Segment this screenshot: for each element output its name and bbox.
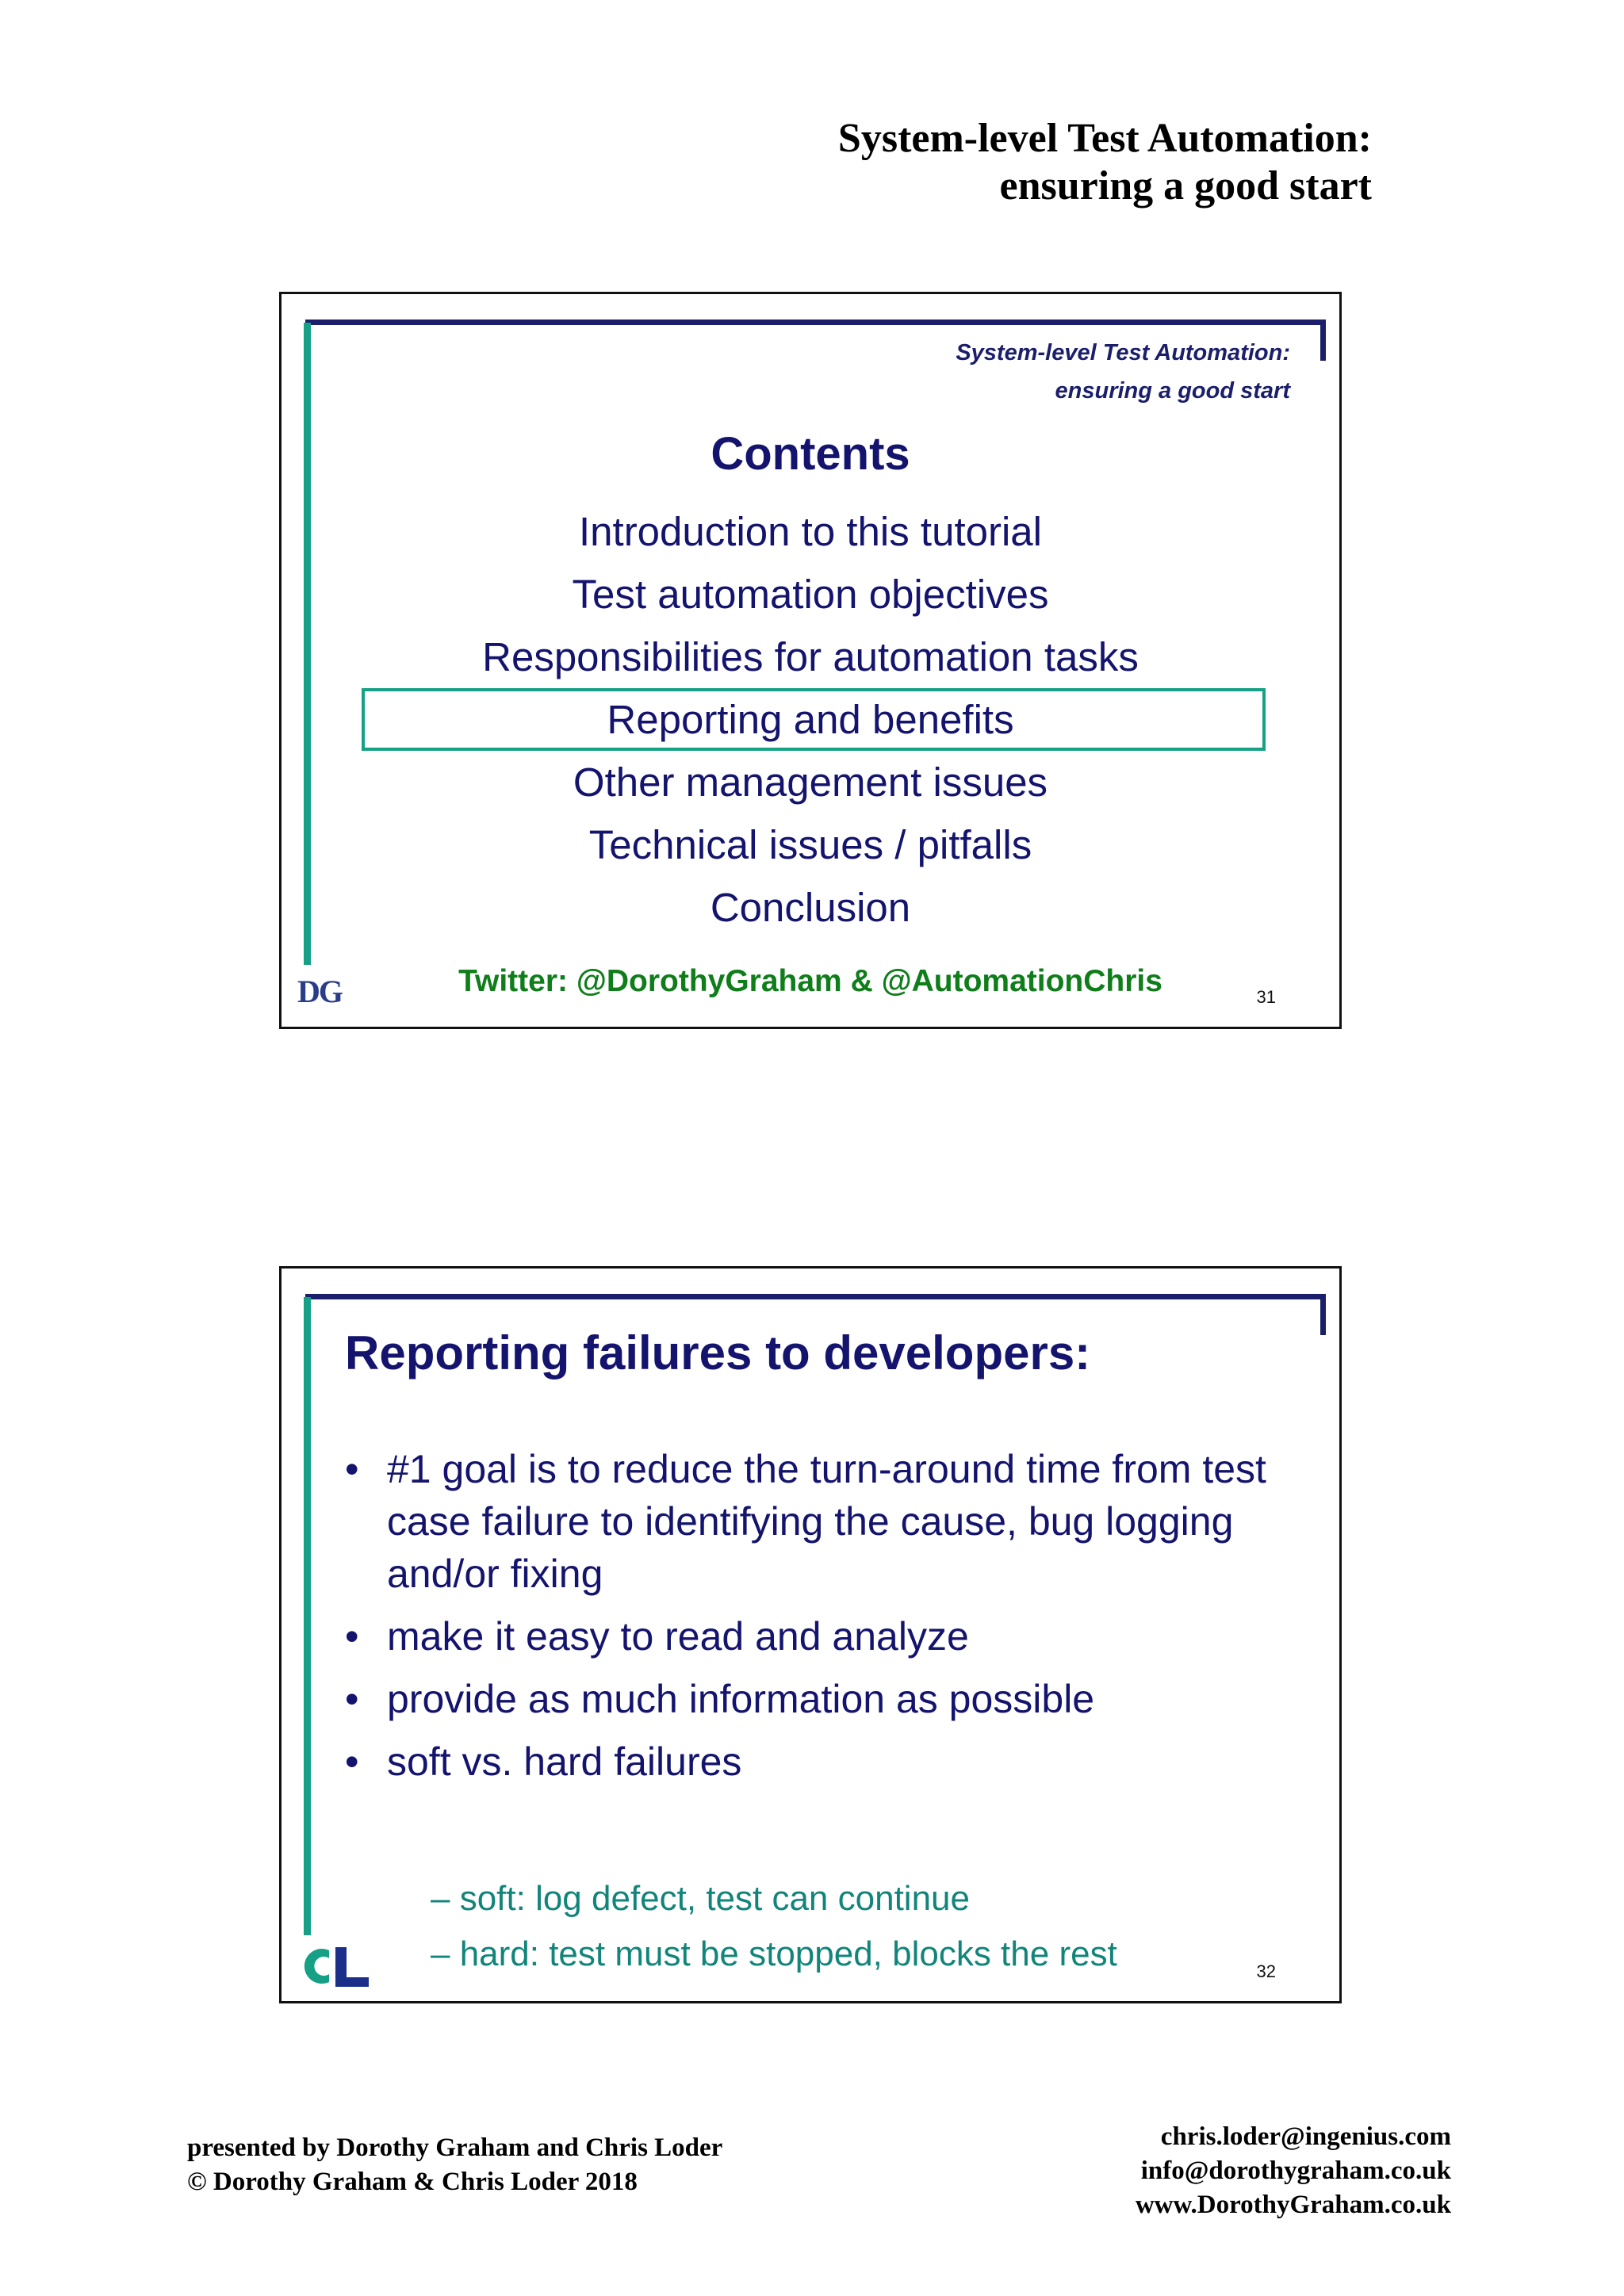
footer-website: www.DorothyGraham.co.uk (1135, 2191, 1451, 2219)
bullet-text: provide as much information as possible (387, 1677, 1095, 1721)
bullet-text: #1 goal is to reduce the turn-around time from test case failure to identifying the cause, bug logging and/or fixing (387, 1447, 1266, 1596)
slide-32 (279, 1266, 1342, 2003)
contents-item: Conclusion (710, 885, 911, 930)
dg-logo: DG (297, 974, 342, 1009)
bullet-item (345, 1735, 1297, 1788)
slide-header (956, 334, 1290, 410)
slide-header-line2: ensuring a good start (1055, 378, 1290, 404)
footer-right (1136, 2120, 1451, 2222)
contents-title: Contents (710, 428, 910, 480)
sub-bullet-item: – hard: test must be stopped, blocks the rest (431, 1934, 1117, 1973)
twitter-handles: Twitter: @DorothyGraham & @AutomationChris (458, 964, 1162, 998)
contents-item: Other management issues (573, 760, 1048, 805)
footer-presented-by: presented by Dorothy Graham and Chris Loder (187, 2133, 723, 2162)
bullet-item (345, 1610, 1297, 1663)
bullet-item (345, 1673, 1297, 1725)
bullet-dot: • (345, 1614, 359, 1659)
page-header-line2: ensuring a good start (999, 163, 1372, 209)
slide-number: 31 (1256, 987, 1276, 1007)
contents-item: Introduction to this tutorial (579, 509, 1042, 554)
footer-copyright: © Dorothy Graham & Chris Loder 2018 (187, 2168, 638, 2196)
slide-title: Reporting failures to developers: (345, 1326, 1091, 1380)
slide-top-bar (305, 320, 1326, 325)
bullet-text: make it easy to read and analyze (387, 1614, 969, 1659)
bullet-dot: • (345, 1677, 359, 1721)
bullet-dot: • (345, 1447, 359, 1491)
contents-item: Technical issues / pitfalls (588, 822, 1032, 867)
contents-list (282, 500, 1339, 939)
contents-item: Test automation objectives (572, 572, 1049, 617)
slide-top-bar (305, 1294, 1326, 1299)
sub-bullet-item: – soft: log defect, test can continue (431, 1879, 970, 1918)
slide-number: 32 (1256, 1961, 1276, 1981)
page-header-line1: System-level Test Automation: (837, 116, 1372, 161)
bullet-text: soft vs. hard failures (387, 1739, 742, 1784)
bullet-item (345, 1443, 1297, 1600)
bullet-list (345, 1443, 1297, 1798)
bullet-dot: • (345, 1739, 359, 1784)
cl-logo (291, 1944, 370, 1988)
slide-31 (279, 292, 1342, 1029)
slide-right-bar (1320, 1294, 1326, 1335)
footer-email-1: chris.loder@ingenius.com (1160, 2122, 1451, 2151)
slide-right-bar (1320, 320, 1326, 361)
slide-header-line1: System-level Test Automation: (956, 340, 1290, 365)
contents-item: Responsibilities for automation tasks (482, 634, 1139, 679)
page-header (838, 115, 1372, 210)
cl-logo-text: CL (291, 1944, 293, 1945)
sub-bullet-list (345, 1871, 1297, 1982)
contents-item-highlighted: Reporting and benefits (282, 688, 1339, 751)
slide-left-bar (304, 1297, 311, 1935)
footer-left (187, 2131, 722, 2199)
footer-email-2: info@dorothygraham.co.uk (1140, 2156, 1451, 2185)
